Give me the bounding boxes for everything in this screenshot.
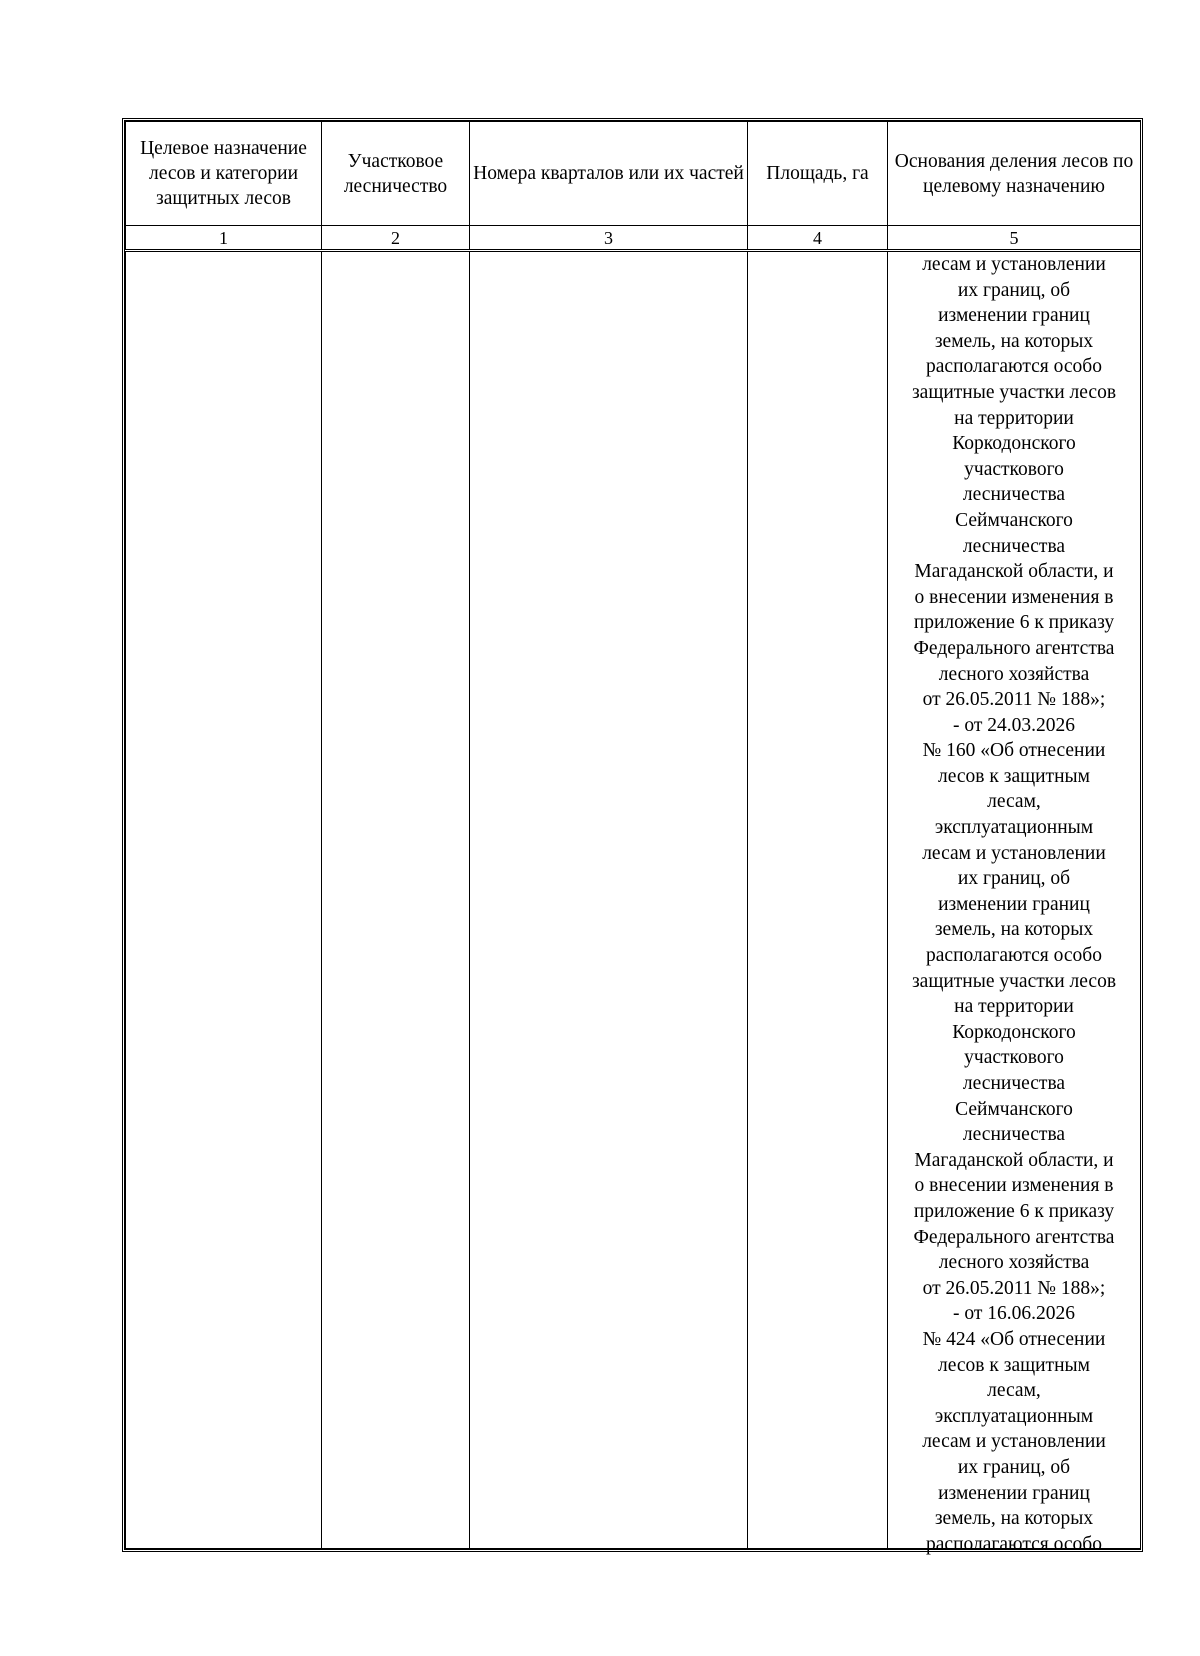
cell-area [748, 251, 888, 1549]
header-quarters: Номера кварталов или их частей [470, 122, 748, 226]
forest-division-table-frame [122, 118, 1143, 1555]
column-number-row [126, 226, 1141, 251]
column-number-3: 3 [470, 226, 748, 251]
basis-text: лесам и установлении их границ, об изменении границ земель, на которых располагаются особо защитные участки лесов на территории Коркодонского участкового лесничества Сеймчанского лесничества Магаданской области, и о внесении изменения в приложение 6 к приказу Федерального агентства лесного хозяйства от 26.05.2011 № 188»; - от 24.03.2026 № 160 «Об отнесении лесов к защитным лесам, эксплуатационным лесам и установлении их границ, об изменении границ земель, на которых располагаются особо защитные участки лесов на территории Коркодонского участкового лесничества Сеймчанского лесничества Магаданской области, и о внесении изменения в приложение 6 к приказу Федерального агентства лесного хозяйства от 26.05.2011 № 188»; - от 16.06.2026 № 424 «Об отнесении лесов к защитным лесам, эксплуатационным лесам и установлении их границ, об изменении границ земель, на которых располагаются особо [911, 254, 1117, 1555]
header-basis: Основания деления лесов по целевому назначению [888, 122, 1141, 226]
cell-district [322, 251, 470, 1549]
cell-purpose [126, 251, 322, 1549]
cell-quarters [470, 251, 748, 1549]
column-number-4: 4 [748, 226, 888, 251]
table-header-row [126, 122, 1141, 226]
header-district: Участковое лесничество [322, 122, 470, 226]
column-number-1: 1 [126, 226, 322, 251]
table-row [126, 251, 1141, 1549]
cell-basis [888, 251, 1141, 1555]
forest-division-table [125, 121, 1141, 1555]
column-number-5: 5 [888, 226, 1141, 251]
column-number-2: 2 [322, 226, 470, 251]
header-purpose: Целевое назначение лесов и категории защитных лесов [126, 122, 322, 226]
header-area: Площадь, га [748, 122, 888, 226]
